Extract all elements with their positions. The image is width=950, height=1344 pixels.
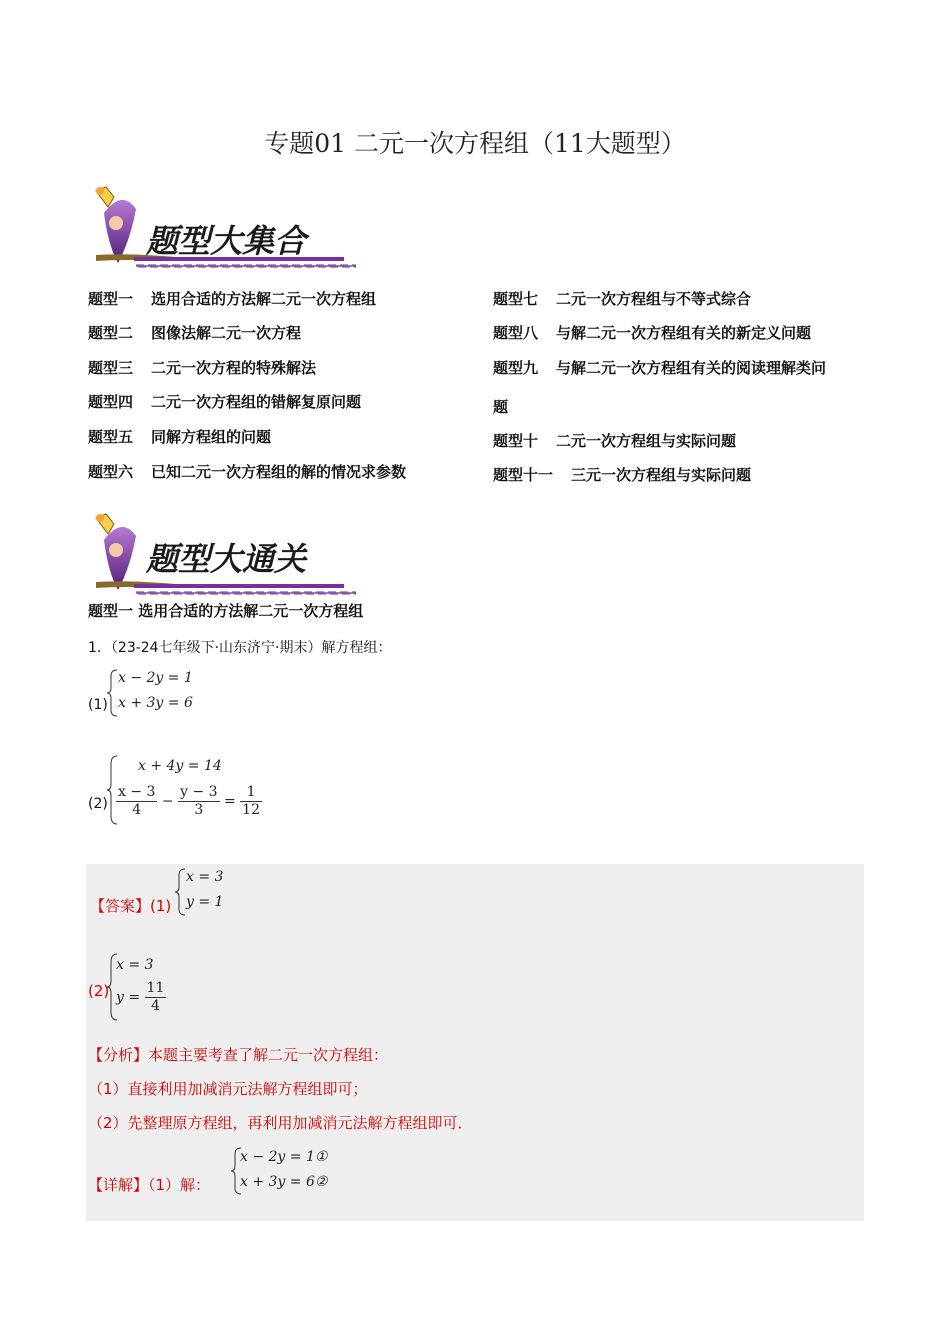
answer-1-eq1: x = 3 [186,869,224,885]
fraction: $\frac{11}{4}$ [146,980,165,1014]
detail-eq2: x + 3y = 6② [240,1174,328,1190]
page-title: 专题01 二元一次方程组（11大题型） [264,129,686,158]
toc-item-10[interactable]: 题型十 二元一次方程组与实际问题 [493,432,737,450]
answer-1-eq2: y = 1 [186,894,224,910]
fraction: $\frac{y - 3}{3}$ [180,784,218,818]
analysis-step-1: （1）直接利用加减消元法解方程组即可； [88,1080,368,1098]
detail-eq1: x − 2y = 1① [240,1149,328,1165]
analysis-text: 【分析】本题主要考查了解二元一次方程组： [88,1046,389,1064]
banner-text: 题型大集合 [145,222,307,260]
toc-item-8[interactable]: 题型八 与解二元一次方程组有关的新定义问题 [493,324,812,342]
answer-box [86,864,864,1221]
problem-1-eq1: x − 2y = 1 [118,670,193,686]
banner-text: 题型大通关 [145,540,307,578]
fraction: $\frac{x - 3}{4}$ [118,784,156,818]
answer-2-eq1: x = 3 [116,957,154,973]
toc-item-9[interactable]: 题型九 与解二元一次方程组有关的阅读理解类问 [493,359,827,377]
toc-item-7[interactable]: 题型七 二元一次方程组与不等式综合 [493,290,752,308]
toc-item-2[interactable]: 题型二 图像法解二元一次方程 [88,324,302,342]
toc-item-9-continued: 题 [493,398,509,416]
answer-2-label: (2) [88,982,110,1000]
problem-2-eq2: $\frac{x - 3}{4}$ − $\frac{y - 3}{3}$ = $\frac{1}{12}$ [118,784,260,818]
answer-label: 【答案】(1) [90,897,172,915]
section-title: 题型一 选用合适的方法解二元一次方程组 [88,602,364,620]
banner-pass [86,510,356,602]
toc-item-3[interactable]: 题型三 二元一次方程的特殊解法 [88,359,317,377]
toc-item-5[interactable]: 题型五 同解方程组的问题 [88,428,272,446]
wizard-icon [86,510,356,602]
fraction: $\frac{1}{12}$ [242,784,260,818]
question-1: 1．（23-24七年级下·山东济宁·期末）解方程组： [88,640,392,656]
detail-label: 【详解】（1）解： [88,1176,211,1194]
answer-2-eq2: y = $\frac{11}{4}$ [116,980,165,1014]
problem-2-label: (2) [88,796,108,812]
wizard-icon [86,183,356,275]
toc-item-1[interactable]: 题型一 选用合适的方法解二元一次方程组 [88,290,377,308]
toc-item-6[interactable]: 题型六 已知二元一次方程组的解的情况求参数 [88,463,407,481]
problem-1-eq2: x + 3y = 6 [118,695,193,711]
problem-2-eq1: x + 4y = 14 [138,758,222,774]
toc-item-11[interactable]: 题型十一 三元一次方程组与实际问题 [493,466,752,484]
toc-item-4[interactable]: 题型四 二元一次方程组的错解复原问题 [88,393,362,411]
problem-1-label: (1) [88,697,108,713]
banner-collection [86,183,356,275]
analysis-step-2: （2）先整理原方程组，再利用加减消元法解方程组即可． [88,1114,473,1132]
